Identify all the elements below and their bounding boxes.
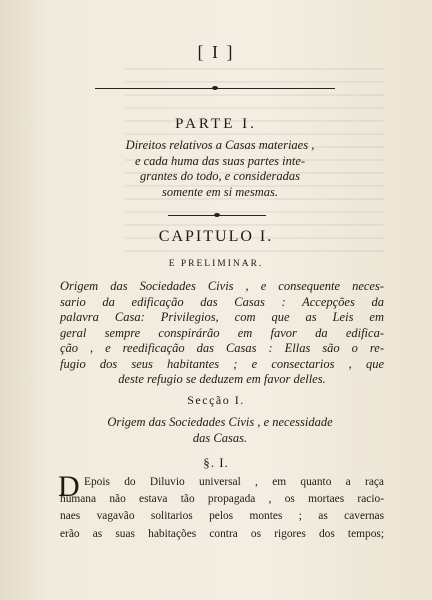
summary-line: palavra Casa: Privilegios, com que as Leis em — [60, 310, 384, 324]
ornamental-rule — [95, 88, 335, 89]
body-text — [58, 470, 384, 543]
summary-line: sario da edificação das Casas : Accepções da — [60, 294, 384, 309]
section-subtitle — [70, 415, 370, 446]
chapter-heading: E PRELIMINAR. — [168, 259, 264, 269]
body-line: humana não estava tão propagada , os mortaes racio- — [60, 493, 384, 506]
part-subtitle-line: somente em si mesmas. — [162, 184, 278, 199]
ornamental-rule — [168, 215, 266, 216]
summary-line: fugio dos seus habitantes ; e consectarios , que — [60, 356, 384, 371]
part-subtitle — [70, 138, 370, 200]
chapter-summary — [60, 279, 384, 388]
body-line: naes vagavão solitarios pelos montes ; as cavernas — [60, 510, 384, 523]
section-subtitle-line: Origem das Sociedades Civis , e necessidade — [107, 415, 333, 429]
body-line: erão as suas habitações contra os rigores dos tempos; — [60, 527, 384, 540]
part-subtitle-line: Direitos relativos a Casas materiaes , — [125, 138, 315, 152]
part-title: PARTE I. — [175, 116, 257, 132]
part-subtitle-line: e cada huma das suas partes inte- — [134, 153, 306, 168]
summary-line: ção , e reedificação das Casas : Ellas são o re- — [60, 341, 384, 355]
summary-line: geral sempre conspirárão em favor da edifica- — [60, 325, 384, 340]
section-title: Secção I. — [187, 393, 245, 407]
body-line: Epois do Diluvio universal , em quanto a raça — [84, 476, 384, 488]
chapter-title: CAPITULO I. — [158, 228, 274, 245]
page-number: [ I ] — [197, 42, 235, 62]
summary-line: deste refugio se deduzem em favor delles. — [118, 372, 326, 386]
section-subtitle-line: das Casas. — [192, 430, 248, 445]
summary-line: Origem das Sociedades Civis , e consequente neces- — [60, 279, 384, 293]
drop-cap: D — [58, 470, 80, 503]
paragraph-mark: §. I. — [203, 455, 229, 470]
part-subtitle-line: grantes do todo, e consideradas — [139, 169, 301, 183]
